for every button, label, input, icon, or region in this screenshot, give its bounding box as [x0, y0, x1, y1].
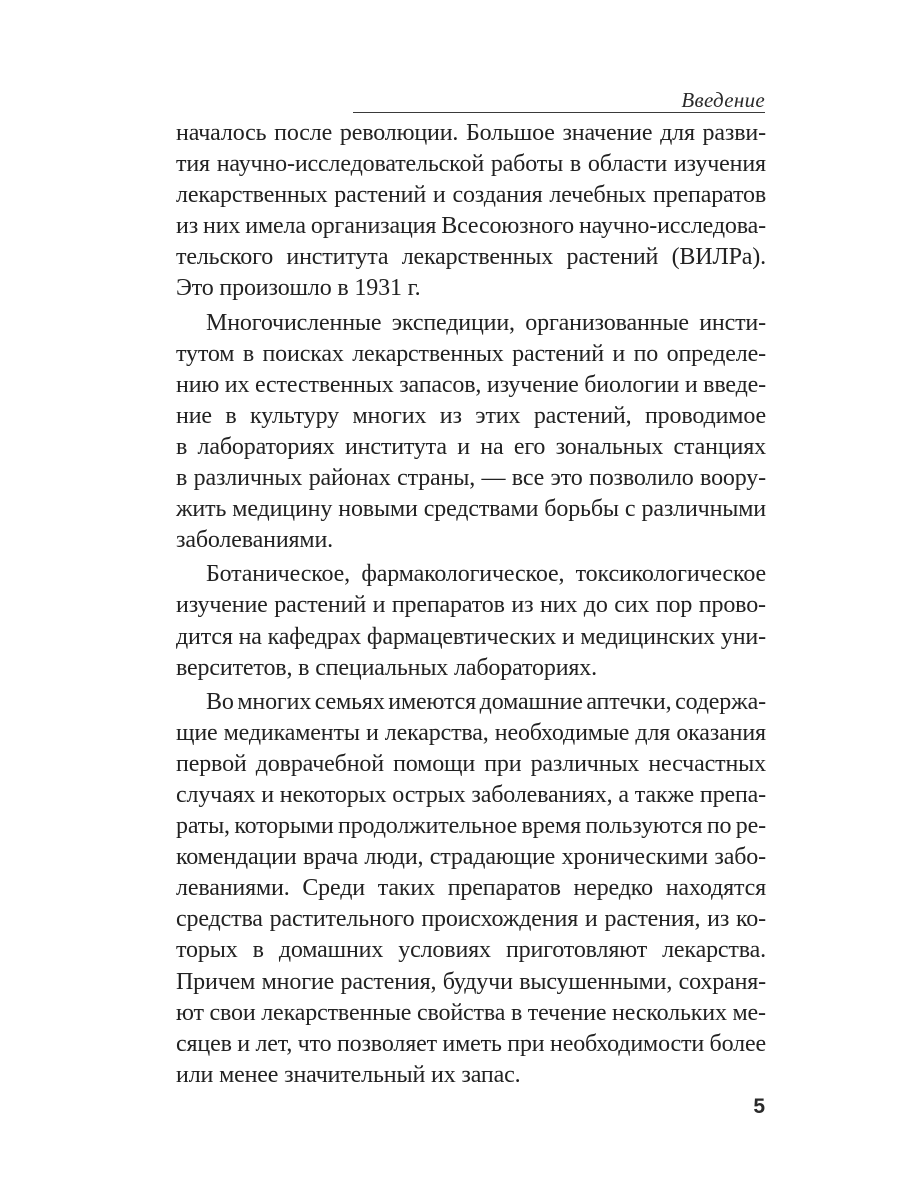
text-line: раты, которыми продолжительное время пользуются по ре-: [176, 813, 766, 840]
text-line: первой доврачебной помощи при различных несчастных: [176, 750, 766, 777]
text-line: или менее значительный их запас.: [176, 1061, 521, 1088]
text-line: Это произошло в 1931 г.: [176, 275, 421, 302]
text-line: Многочисленные экспедиции, организованные инсти-: [206, 309, 766, 336]
paragraph: [176, 118, 766, 305]
text-line: Причем многие растения, будучи высушенными, сохраня-: [176, 968, 766, 995]
paragraph: [176, 559, 766, 683]
text-line: щие медикаменты и лекарства, необходимые для оказания: [176, 719, 766, 746]
text-line: средства растительного происхождения и растения, из ко-: [176, 906, 766, 933]
text-line: тия научно-исследовательской работы в области изучения: [176, 151, 766, 178]
text-line: дится на кафедрах фармацевтических и медицинских уни-: [176, 623, 766, 650]
text-line: тутом в поисках лекарственных растений и по определе-: [176, 340, 766, 367]
text-line: Ботаническое, фармакологическое, токсикологическое: [206, 561, 766, 588]
text-line: Во многих семьях имеются домашние аптечки, содержа-: [206, 688, 766, 715]
text-line: нию их естественных запасов, изучение биологии и введе-: [176, 371, 766, 398]
text-line: началось после революции. Большое значение для разви-: [176, 120, 766, 146]
paragraph: [176, 308, 766, 557]
text-line: в лабораториях института и на его зональных станциях: [176, 433, 766, 460]
page-number: 5: [753, 1095, 765, 1118]
text-line: тельского института лекарственных растений (ВИЛРа).: [176, 244, 766, 271]
text-line: торых в домашних условиях приготовляют лекарства.: [176, 937, 766, 964]
text-line: леваниями. Среди таких препаратов нередко находятся: [176, 875, 766, 902]
text-line: сяцев и лет, что позволяет иметь при необходимости более: [176, 1030, 766, 1057]
text-line: комендации врача люди, страдающие хроническими забо-: [176, 844, 766, 871]
text-line: ют свои лекарственные свойства в течение нескольких ме-: [176, 999, 766, 1026]
text-line: ние в культуру многих из этих растений, проводимое: [176, 402, 766, 429]
text-line: заболеваниями.: [176, 527, 333, 554]
text-line: случаях и некоторых острых заболеваниях, а также препа-: [176, 781, 766, 808]
body-text: [176, 118, 766, 1118]
text-line: из них имела организация Всесоюзного научно-исследова-: [176, 213, 766, 240]
text-line: в различных районах страны, — все это позволило воору-: [176, 465, 766, 492]
text-line: жить медицину новыми средствами борьбы с различными: [176, 496, 766, 523]
running-header: [353, 86, 765, 113]
paragraph: [176, 687, 766, 1091]
text-line: лекарственных растений и создания лечебных препаратов: [176, 182, 766, 209]
text-line: верситетов, в специальных лабораториях.: [176, 654, 597, 681]
section-title: Введение: [681, 88, 765, 112]
text-line: изучение растений и препаратов из них до сих пор прово-: [176, 592, 766, 619]
